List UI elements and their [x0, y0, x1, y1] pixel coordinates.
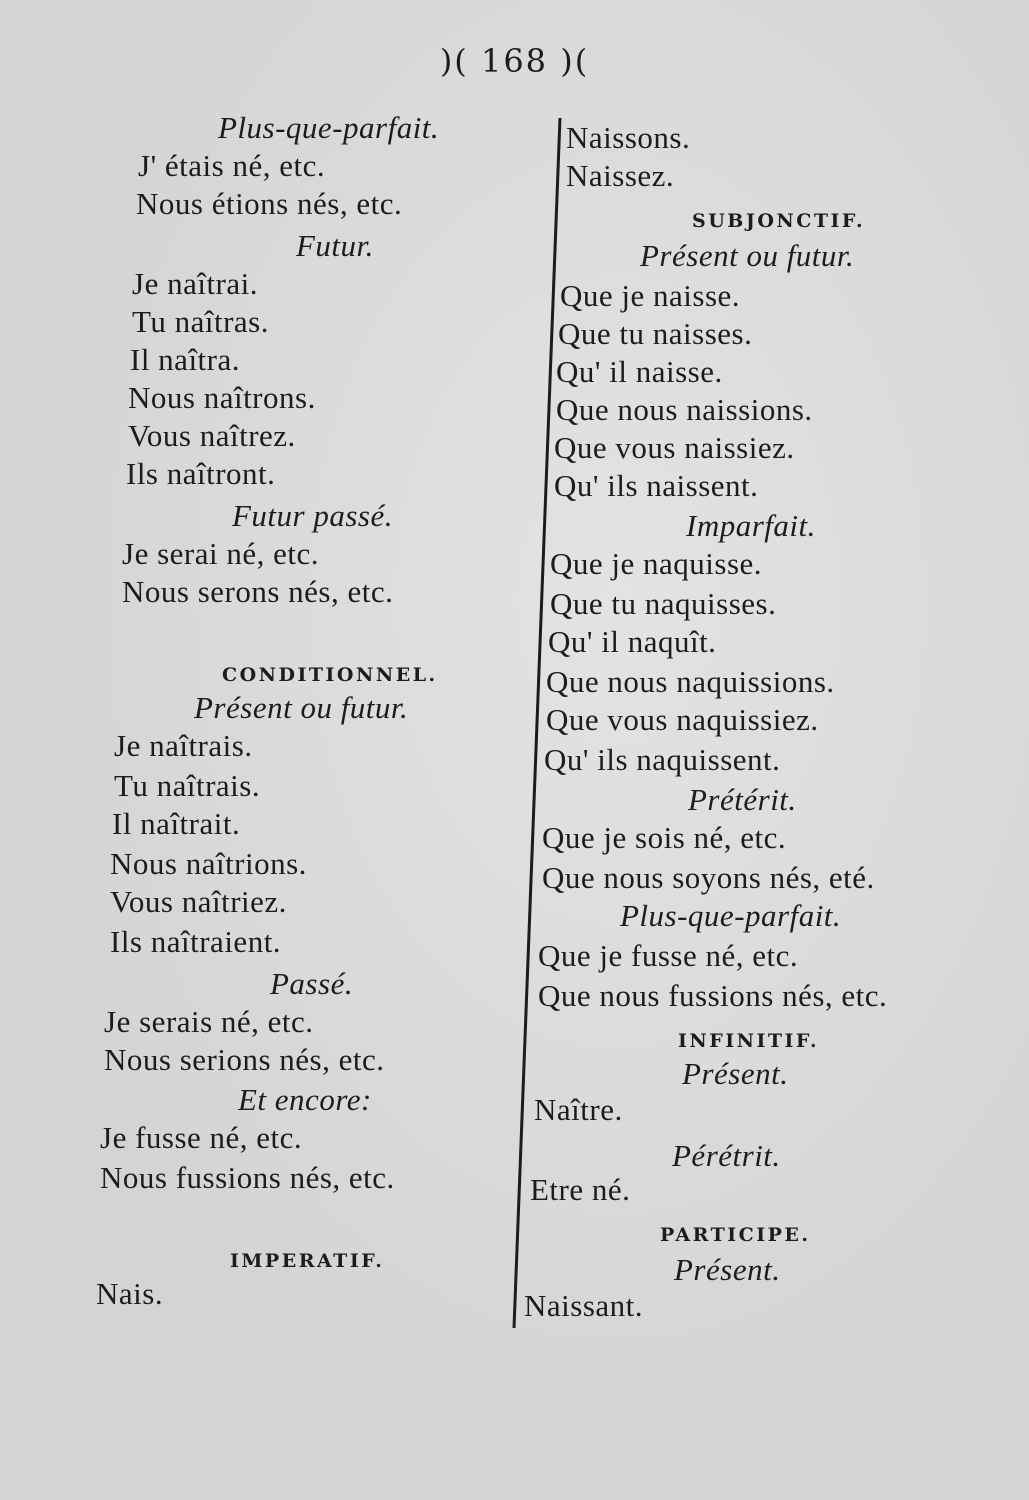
- conjugation-line: Que nous fussions nés, etc.: [538, 978, 888, 1013]
- mood-heading: SUBJONCTIF.: [692, 210, 866, 232]
- page-number: )( 168 )(: [439, 42, 590, 80]
- conjugation-line: Qu' il naisse.: [556, 354, 723, 389]
- section-heading: Plus-que-parfait.: [218, 110, 440, 145]
- conjugation-line: Tu naîtras.: [132, 304, 269, 339]
- conjugation-line: Naître.: [534, 1092, 623, 1127]
- conjugation-line: Nais.: [96, 1276, 164, 1311]
- conjugation-line: Naissant.: [524, 1288, 644, 1323]
- conjugation-line: Naissez.: [566, 158, 675, 193]
- conjugation-line: Que tu naisses.: [558, 316, 753, 351]
- mood-heading: INFINITIF.: [678, 1030, 820, 1052]
- section-heading: Imparfait.: [686, 508, 816, 543]
- mood-heading: CONDITIONNEL.: [222, 664, 438, 686]
- conjugation-line: Que vous naquissiez.: [546, 702, 819, 737]
- conjugation-line: Je fusse né, etc.: [100, 1120, 303, 1155]
- conjugation-line: Qu' ils naissent.: [554, 468, 759, 503]
- conjugation-line: Vous naîtrez.: [128, 418, 296, 453]
- conjugation-line: Naissons.: [566, 120, 691, 155]
- conjugation-line: Nous naîtrions.: [110, 846, 307, 881]
- conjugation-line: Ils naîtront.: [126, 456, 276, 491]
- conjugation-line: Que je fusse né, etc.: [538, 938, 799, 973]
- conjugation-line: Etre né.: [530, 1172, 631, 1207]
- section-heading: Présent.: [674, 1252, 781, 1287]
- conjugation-line: Que vous naissiez.: [554, 430, 795, 465]
- section-heading: Prétérit.: [688, 782, 797, 817]
- conjugation-line: Que tu naquisses.: [550, 586, 777, 621]
- section-heading: Passé.: [270, 966, 354, 1001]
- conjugation-line: Que je naquisse.: [550, 546, 763, 581]
- conjugation-line: Je serais né, etc.: [104, 1004, 314, 1039]
- conjugation-line: Que je sois né, etc.: [542, 820, 787, 855]
- section-heading: Futur passé.: [232, 498, 393, 533]
- section-heading: Plus-que-parfait.: [620, 898, 842, 933]
- conjugation-line: Ils naîtraient.: [110, 924, 282, 959]
- conjugation-line: Il naîtra.: [130, 342, 241, 377]
- section-heading: Présent ou futur.: [194, 690, 409, 725]
- conjugation-line: Qu' ils naquissent.: [544, 742, 781, 777]
- conjugation-line: Que nous soyons nés, eté.: [542, 860, 875, 895]
- conjugation-line: Il naîtrait.: [112, 806, 241, 841]
- conjugation-line: Que nous naissions.: [556, 392, 813, 427]
- conjugation-line: Qu' il naquît.: [548, 624, 717, 659]
- conjugation-line: Nous serons nés, etc.: [122, 574, 394, 609]
- conjugation-line: Je naîtrais.: [114, 728, 253, 763]
- conjugation-line: Que nous naquissions.: [546, 664, 835, 699]
- conjugation-line: Nous étions nés, etc.: [136, 186, 403, 221]
- conjugation-line: Nous naîtrons.: [128, 380, 316, 415]
- conjugation-line: Nous fussions nés, etc.: [100, 1160, 395, 1195]
- section-heading: Futur.: [296, 228, 374, 263]
- section-heading: Pérétrit.: [672, 1138, 781, 1173]
- conjugation-line: Je naîtrai.: [132, 266, 259, 301]
- conjugation-line: Tu naîtrais.: [114, 768, 261, 803]
- mood-heading: IMPERATIF.: [230, 1250, 385, 1272]
- conjugation-line: Nous serions nés, etc.: [104, 1042, 385, 1077]
- conjugation-line: Que je naisse.: [560, 278, 741, 313]
- conjugation-line: Je serai né, etc.: [122, 536, 319, 571]
- section-heading: Présent ou futur.: [640, 238, 855, 273]
- conjugation-line: Vous naîtriez.: [110, 884, 287, 919]
- section-heading: Présent.: [682, 1056, 789, 1091]
- conjugation-line: J' étais né, etc.: [138, 148, 326, 183]
- mood-heading: PARTICIPE.: [660, 1224, 811, 1246]
- section-heading: Et encore:: [238, 1082, 372, 1117]
